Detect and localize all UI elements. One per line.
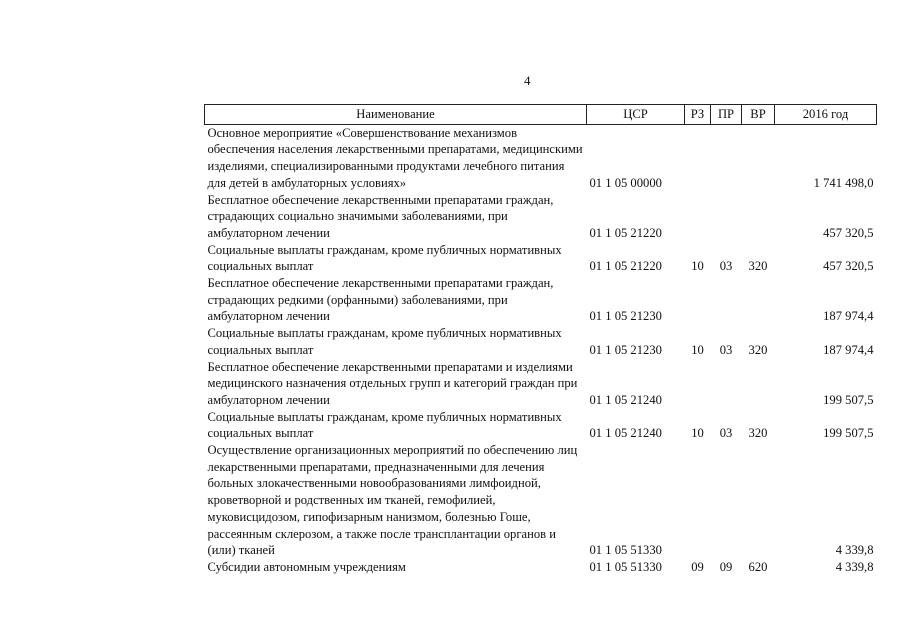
row-vr <box>742 359 775 409</box>
row-pr: 03 <box>719 342 733 357</box>
row-rz <box>685 442 711 559</box>
row-amount: 457 320,5 <box>823 259 874 274</box>
row-rz <box>685 275 711 325</box>
row-vr <box>742 442 775 559</box>
row-vr: 320 <box>748 342 768 357</box>
row-name: Социальные выплаты гражданам, кроме публичных нормативных социальных выплат <box>207 242 562 274</box>
row-amount: 457 320,5 <box>823 225 874 240</box>
table-row <box>205 325 877 358</box>
column-header-rz: РЗ <box>685 105 711 125</box>
row-csr: 01 1 05 21220 <box>589 225 662 240</box>
row-amount: 199 507,5 <box>823 392 874 407</box>
row-csr: 01 1 05 21230 <box>589 342 662 357</box>
row-csr: 01 1 05 00000 <box>589 175 662 190</box>
row-pr <box>711 442 742 559</box>
table-row <box>205 442 877 559</box>
row-csr: 01 1 05 51330 <box>589 543 662 558</box>
row-amount: 187 974,4 <box>823 309 874 324</box>
row-name: Бесплатное обеспечение лекарственными препаратами граждан, страдающих редкими (орфанными) заболеваниями, при амбулаторном лечении <box>207 276 554 324</box>
row-amount: 199 507,5 <box>823 426 874 441</box>
row-amount: 4 339,8 <box>835 543 874 558</box>
row-name: Субсидии автономным учреждениям <box>207 559 406 574</box>
row-name: Социальные выплаты гражданам, кроме публичных нормативных социальных выплат <box>207 326 562 357</box>
row-amount: 187 974,4 <box>823 342 874 357</box>
row-pr: 03 <box>719 259 733 274</box>
row-name: Основное мероприятие «Совершенствование механизмов обеспечения населения лекарственными препаратами, медицинскими изделиями, специализированными продуктами лечебного питания для детей в амбулаторных условиях» <box>207 125 583 190</box>
row-vr <box>742 192 775 242</box>
row-vr: 320 <box>748 426 768 441</box>
table-row <box>205 192 877 242</box>
page-number: 4 <box>524 73 531 88</box>
row-rz <box>685 359 711 409</box>
row-pr <box>711 124 742 191</box>
row-name: Осуществление организационных мероприятий по обеспечению лиц лекарственными препаратами, предназначенными для лечения больных злокачественными новообразованиями лимфоидной, кроветворной и родственных им тканей, гемофилией, муковисцидозом, гипофизарным нанизмом, болезнью Гоше, рассеянным склерозом, а также после трансплантации органов и (или) тканей <box>207 443 578 558</box>
row-csr: 01 1 05 21230 <box>589 309 662 324</box>
row-vr <box>742 124 775 191</box>
row-amount: 1 741 498,0 <box>813 175 874 190</box>
column-header-name: Наименование <box>205 105 587 125</box>
table-row <box>205 275 877 325</box>
row-pr <box>711 359 742 409</box>
table-row <box>205 409 877 442</box>
row-name: Бесплатное обеспечение лекарственными препаратами и изделиями медицинского назначения отдельных групп и категорий граждан при амбулаторном лечении <box>207 359 578 407</box>
row-rz: 09 <box>691 559 704 574</box>
row-rz: 10 <box>691 342 704 357</box>
row-rz <box>685 192 711 242</box>
table-row <box>205 242 877 275</box>
row-vr: 320 <box>748 259 768 274</box>
column-header-vr: ВР <box>742 105 775 125</box>
column-header-year: 2016 год <box>775 105 877 125</box>
row-pr <box>711 275 742 325</box>
row-rz: 10 <box>691 259 704 274</box>
row-vr <box>742 275 775 325</box>
row-name: Социальные выплаты гражданам, кроме публичных нормативных социальных выплат <box>207 409 562 441</box>
row-pr: 09 <box>719 559 733 574</box>
column-header-csr: ЦСР <box>587 105 685 125</box>
row-vr: 620 <box>748 559 768 574</box>
table-header-row <box>205 105 877 125</box>
row-csr: 01 1 05 21240 <box>589 426 662 441</box>
row-csr: 01 1 05 21220 <box>589 259 662 274</box>
row-amount: 4 339,8 <box>835 559 874 574</box>
row-rz <box>685 124 711 191</box>
row-csr: 01 1 05 21240 <box>589 392 662 407</box>
row-name: Бесплатное обеспечение лекарственными препаратами граждан, страдающих социально значимыми заболеваниями, при амбулаторном лечении <box>207 192 554 240</box>
row-pr: 03 <box>719 426 733 441</box>
column-header-pr: ПР <box>711 105 742 125</box>
row-rz: 10 <box>691 426 704 441</box>
table-row <box>205 359 877 409</box>
table-row <box>205 559 877 576</box>
row-pr <box>711 192 742 242</box>
table-row <box>205 124 877 191</box>
budget-table <box>204 104 877 576</box>
row-csr: 01 1 05 51330 <box>589 559 662 574</box>
